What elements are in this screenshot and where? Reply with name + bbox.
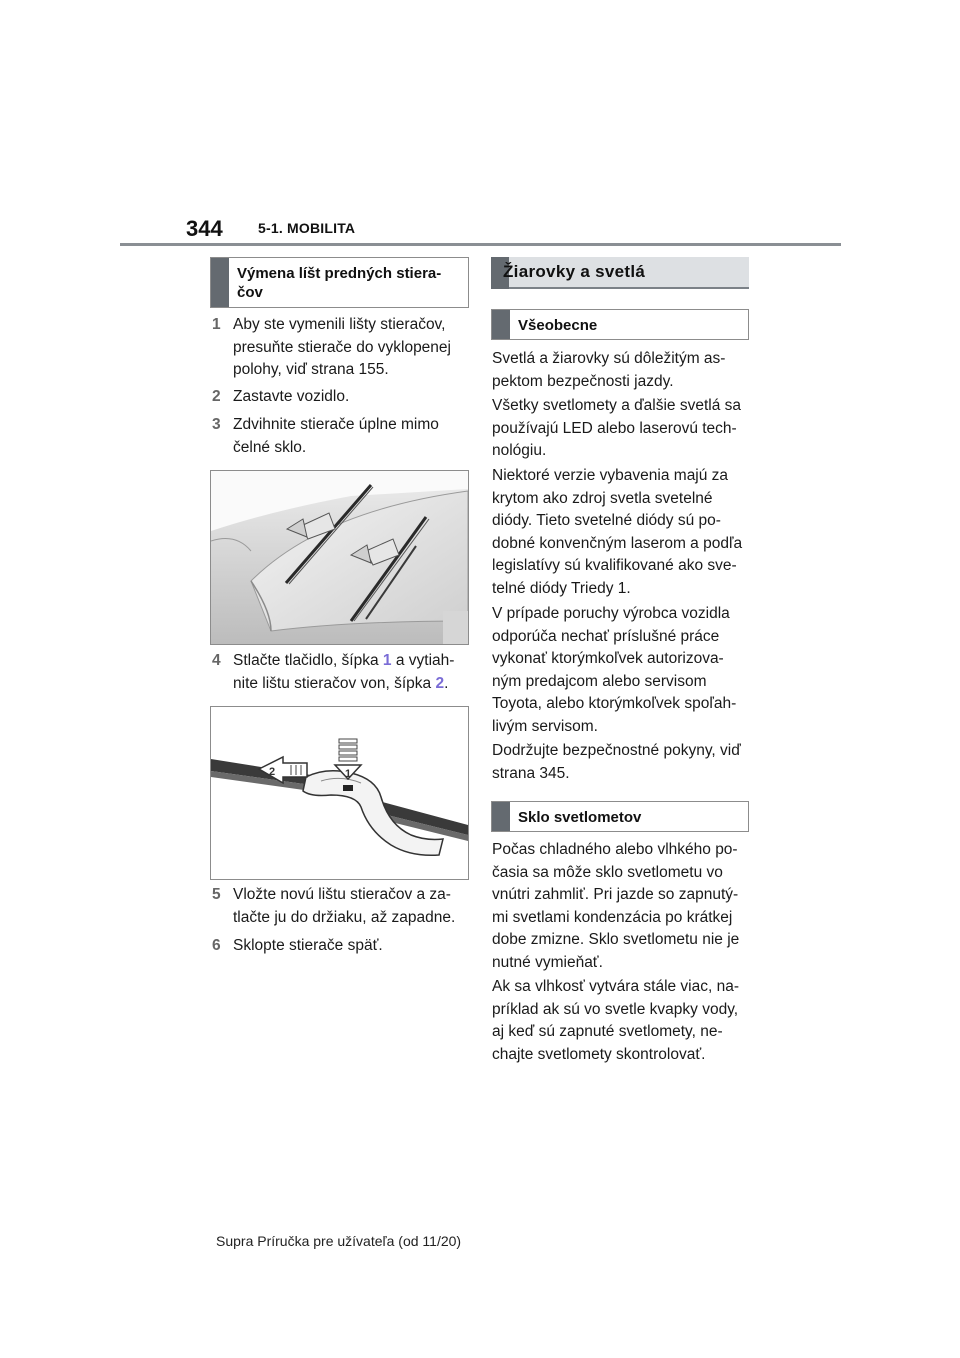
paragraph: Počas chladného alebo vlhkého po- časia sa môže sklo svetlometu vo vnútri zahmliť. Pri jazde so zapnutý- mi svetlami kondenzácia po krátkej dobe zmizne. Sklo svetlometu nie je nutné vymieňať.	[492, 841, 740, 971]
step-line: tlačte ju do držiaku, až zapadne.	[233, 908, 456, 926]
box-accent-bar	[492, 310, 510, 339]
step-line: Zdvihnite stierače úplne mimo	[233, 416, 439, 433]
wiper-blade-removal-illustration	[211, 707, 468, 879]
paragraph: Všetky svetlomety a ďalšie svetlá sa používajú LED alebo laserovú tech- nológiu.	[492, 397, 742, 459]
step-line: polohy, viď strana 155.	[233, 361, 389, 378]
header-rule	[120, 243, 841, 246]
general-subheading-box	[491, 309, 749, 340]
arrow-2-label: 2	[269, 766, 276, 778]
step-text: .	[444, 674, 449, 692]
wiper-blade-box	[210, 257, 469, 308]
section-title: 5-1. MOBILITA	[258, 220, 356, 236]
step-text: a vytiah-	[391, 652, 455, 669]
windshield-wipers-figure	[210, 470, 469, 645]
paragraph: Niektoré verzie vybavenia majú za krytom ako zdroj svetla svetelné diódy. Tieto svetelné diódy sú po- dobné konvenčným laserom a podľa legislatívy sú kvalifikované ako sve- telné diódy Triedy 1.	[492, 467, 743, 597]
step-number: 4	[212, 652, 221, 669]
step-number: 1	[212, 316, 221, 333]
step-line: Zastavte vozidlo.	[233, 388, 350, 405]
paragraph: Dodržujte bezpečnostné pokyny, viď strana 345.	[492, 742, 741, 782]
headlight-glass-subheading: Sklo svetlometov	[518, 809, 642, 826]
wiper-blade-removal-figure	[210, 706, 469, 880]
paragraph: V prípade poruchy výrobca vozidla odporúča nechať príslušné práce vykonať ktorýmkoľvek autorizova- ným predajcom alebo servisom Toyota, alebo ktorýmkoľvek spoľah- livým servisom.	[492, 605, 737, 735]
box-accent-bar	[492, 802, 510, 831]
general-subheading: Všeobecne	[518, 317, 598, 334]
step-number: 2	[212, 388, 221, 405]
page-number: 344	[186, 216, 223, 241]
footer-text: Supra Príručka pre užívateľa (od 11/20)	[216, 1233, 462, 1249]
paragraph: Ak sa vlhkosť vytvára stále viac, na- príklad ak sú vo svetle kvapky vody, aj keď sú zapnuté svetlomety, ne- chajte svetlomety skontrolovať.	[492, 978, 740, 1063]
step-number: 3	[212, 416, 221, 433]
lights-heading: Žiarovky a svetlá	[503, 262, 646, 281]
arrow-1-label: 1	[345, 768, 352, 780]
step-line: Aby ste vymenili lišty stieračov,	[233, 316, 446, 333]
step-line: presuňte stierače do vyklopenej	[233, 338, 451, 356]
step-text: nite lištu stieračov von, šípka	[233, 674, 436, 692]
lights-heading-box	[491, 257, 749, 289]
arrow-2-ref: 2	[435, 674, 445, 692]
paragraph: Svetlá a žiarovky sú dôležitým as- pektom bezpečnosti jazdy.	[492, 350, 726, 390]
box-accent-bar	[211, 258, 229, 307]
step-line: Sklopte stierače späť.	[233, 937, 383, 954]
step-line: Vložte novú lištu stieračov a za-	[233, 886, 451, 903]
headlight-glass-subheading-box	[491, 801, 749, 832]
step-number: 5	[212, 886, 221, 903]
windshield-wipers-illustration	[211, 471, 468, 644]
arrow-1-ref: 1	[382, 652, 392, 669]
step-number: 6	[212, 937, 221, 954]
wiper-blade-title: Výmena líšt predných stiera- čov	[237, 265, 442, 301]
step-line: čelné sklo.	[233, 438, 307, 456]
step-text: Stlačte tlačidlo, šípka	[233, 652, 383, 669]
